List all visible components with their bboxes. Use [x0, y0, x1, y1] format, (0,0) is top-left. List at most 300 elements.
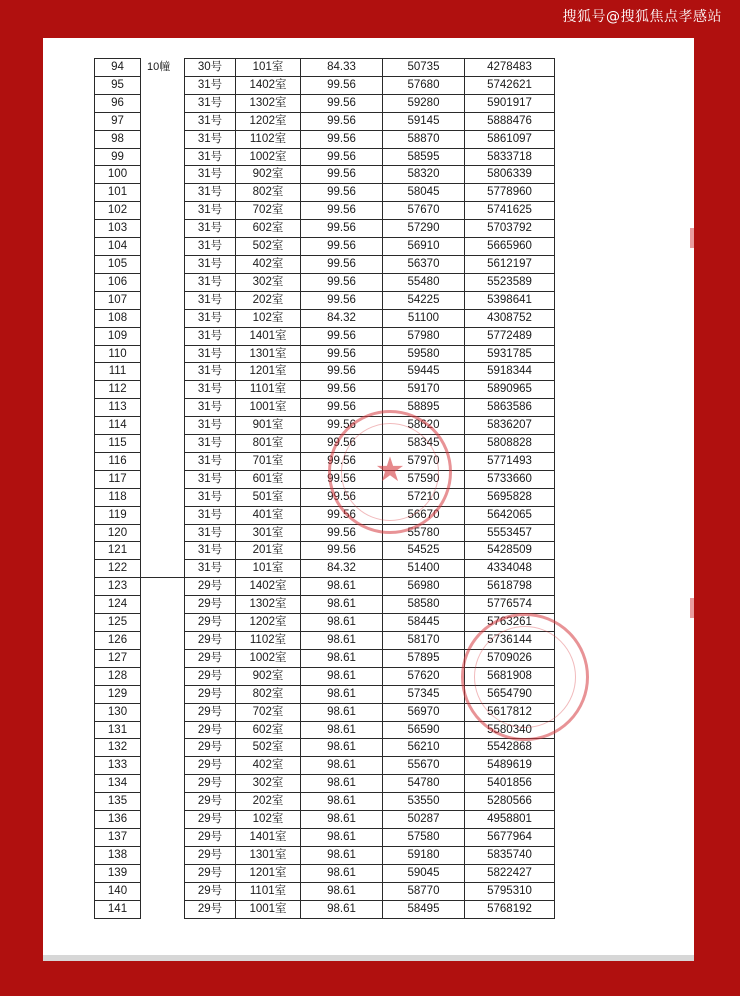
- table-row: [95, 882, 555, 900]
- total_price-cell: 5398641: [465, 291, 555, 309]
- unit-cell: 31号: [185, 363, 236, 381]
- total_price-cell: 5489619: [465, 757, 555, 775]
- row-number-cell: 121: [95, 542, 141, 560]
- building-group-cell: [141, 452, 185, 470]
- room-cell: 401室: [236, 506, 301, 524]
- room-cell: 602室: [236, 220, 301, 238]
- building-group-cell: [141, 882, 185, 900]
- unit_price-cell: 51400: [383, 560, 465, 578]
- unit_price-cell: 56970: [383, 703, 465, 721]
- building-group-cell: [141, 649, 185, 667]
- total_price-cell: 5736144: [465, 632, 555, 650]
- building-group-cell: [141, 202, 185, 220]
- unit_price-cell: 58320: [383, 166, 465, 184]
- unit_price-cell: 59045: [383, 864, 465, 882]
- unit-cell: 29号: [185, 900, 236, 918]
- building-group-cell: [141, 793, 185, 811]
- unit-cell: 29号: [185, 703, 236, 721]
- row-number-cell: 129: [95, 685, 141, 703]
- room-cell: 1302室: [236, 596, 301, 614]
- unit_price-cell: 58620: [383, 417, 465, 435]
- row-number-cell: 100: [95, 166, 141, 184]
- building-group-cell: [141, 506, 185, 524]
- total_price-cell: 5808828: [465, 435, 555, 453]
- unit_price-cell: 55780: [383, 524, 465, 542]
- room-cell: 102室: [236, 811, 301, 829]
- unit-cell: 31号: [185, 399, 236, 417]
- total_price-cell: 5890965: [465, 381, 555, 399]
- table-row: [95, 721, 555, 739]
- row-number-cell: 103: [95, 220, 141, 238]
- total_price-cell: 4278483: [465, 59, 555, 77]
- total_price-cell: 4958801: [465, 811, 555, 829]
- room-cell: 1101室: [236, 381, 301, 399]
- row-number-cell: 138: [95, 846, 141, 864]
- area-cell: 98.61: [301, 864, 383, 882]
- row-number-cell: 117: [95, 470, 141, 488]
- area-cell: 98.61: [301, 811, 383, 829]
- row-number-cell: 131: [95, 721, 141, 739]
- total_price-cell: 5888476: [465, 112, 555, 130]
- room-cell: 701室: [236, 452, 301, 470]
- unit_price-cell: 54780: [383, 775, 465, 793]
- total_price-cell: 5642065: [465, 506, 555, 524]
- area-cell: 99.56: [301, 345, 383, 363]
- unit-cell: 31号: [185, 273, 236, 291]
- area-cell: 99.56: [301, 166, 383, 184]
- unit-cell: 31号: [185, 470, 236, 488]
- building-group-cell: [141, 524, 185, 542]
- unit_price-cell: 54225: [383, 291, 465, 309]
- row-number-cell: 98: [95, 130, 141, 148]
- area-cell: 99.56: [301, 148, 383, 166]
- row-number-cell: 104: [95, 238, 141, 256]
- total_price-cell: 5833718: [465, 148, 555, 166]
- unit_price-cell: 58495: [383, 900, 465, 918]
- building-group-cell: [141, 470, 185, 488]
- table-row: [95, 309, 555, 327]
- room-cell: 101室: [236, 59, 301, 77]
- table-row: [95, 596, 555, 614]
- area-cell: 98.61: [301, 685, 383, 703]
- unit-cell: 29号: [185, 757, 236, 775]
- table-row: [95, 184, 555, 202]
- building-group-cell: [141, 76, 185, 94]
- row-number-cell: 134: [95, 775, 141, 793]
- total_price-cell: 5772489: [465, 327, 555, 345]
- unit-cell: 31号: [185, 488, 236, 506]
- unit_price-cell: 57970: [383, 452, 465, 470]
- unit_price-cell: 50735: [383, 59, 465, 77]
- table-row: [95, 703, 555, 721]
- unit_price-cell: 58170: [383, 632, 465, 650]
- building-group-cell: [141, 273, 185, 291]
- building-group-cell: [141, 345, 185, 363]
- total_price-cell: 5741625: [465, 202, 555, 220]
- room-cell: 1301室: [236, 846, 301, 864]
- area-cell: 99.56: [301, 381, 383, 399]
- building-group-cell: [141, 309, 185, 327]
- area-cell: 98.61: [301, 793, 383, 811]
- row-number-cell: 95: [95, 76, 141, 94]
- area-cell: 99.56: [301, 291, 383, 309]
- table-row: [95, 542, 555, 560]
- building-group-cell: [141, 220, 185, 238]
- table-row: [95, 811, 555, 829]
- area-cell: 99.56: [301, 327, 383, 345]
- table-row: [95, 417, 555, 435]
- table-row: [95, 399, 555, 417]
- table-row: [95, 614, 555, 632]
- unit_price-cell: 57895: [383, 649, 465, 667]
- area-cell: 99.56: [301, 470, 383, 488]
- area-cell: 98.61: [301, 649, 383, 667]
- area-cell: 98.61: [301, 614, 383, 632]
- unit_price-cell: 56370: [383, 255, 465, 273]
- room-cell: 1201室: [236, 363, 301, 381]
- table-row: [95, 685, 555, 703]
- unit_price-cell: 56210: [383, 739, 465, 757]
- area-cell: 99.56: [301, 130, 383, 148]
- total_price-cell: 5618798: [465, 578, 555, 596]
- table-row: [95, 76, 555, 94]
- row-number-cell: 139: [95, 864, 141, 882]
- room-cell: 1202室: [236, 614, 301, 632]
- unit-cell: 29号: [185, 632, 236, 650]
- table-row: [95, 864, 555, 882]
- room-cell: 1001室: [236, 900, 301, 918]
- room-cell: 1102室: [236, 632, 301, 650]
- unit_price-cell: 59170: [383, 381, 465, 399]
- unit_price-cell: 59180: [383, 846, 465, 864]
- building-group-cell: [141, 846, 185, 864]
- room-cell: 101室: [236, 560, 301, 578]
- unit_price-cell: 58770: [383, 882, 465, 900]
- table-row: [95, 112, 555, 130]
- total_price-cell: 5768192: [465, 900, 555, 918]
- total_price-cell: 5523589: [465, 273, 555, 291]
- row-number-cell: 108: [95, 309, 141, 327]
- area-cell: 99.56: [301, 184, 383, 202]
- row-number-cell: 112: [95, 381, 141, 399]
- table-row: [95, 327, 555, 345]
- room-cell: 901室: [236, 417, 301, 435]
- unit_price-cell: 54525: [383, 542, 465, 560]
- room-cell: 102室: [236, 309, 301, 327]
- area-cell: 99.56: [301, 452, 383, 470]
- row-number-cell: 113: [95, 399, 141, 417]
- building-group-cell: [141, 327, 185, 345]
- unit-cell: 31号: [185, 452, 236, 470]
- row-number-cell: 114: [95, 417, 141, 435]
- unit-cell: 31号: [185, 94, 236, 112]
- row-number-cell: 115: [95, 435, 141, 453]
- row-number-cell: 96: [95, 94, 141, 112]
- building-group-cell: [141, 578, 185, 596]
- total_price-cell: 5703792: [465, 220, 555, 238]
- total_price-cell: 5861097: [465, 130, 555, 148]
- unit-cell: 31号: [185, 435, 236, 453]
- room-cell: 1302室: [236, 94, 301, 112]
- unit_price-cell: 56670: [383, 506, 465, 524]
- area-cell: 98.61: [301, 882, 383, 900]
- area-cell: 98.61: [301, 775, 383, 793]
- unit-cell: 31号: [185, 220, 236, 238]
- total_price-cell: 5901917: [465, 94, 555, 112]
- row-number-cell: 120: [95, 524, 141, 542]
- unit-cell: 31号: [185, 524, 236, 542]
- area-cell: 99.56: [301, 542, 383, 560]
- building-group-cell: [141, 739, 185, 757]
- unit-cell: 31号: [185, 506, 236, 524]
- table-row: [95, 828, 555, 846]
- document-page: [43, 38, 694, 958]
- room-cell: 302室: [236, 775, 301, 793]
- table-row: [95, 435, 555, 453]
- table-row: [95, 273, 555, 291]
- area-cell: 99.56: [301, 435, 383, 453]
- room-cell: 602室: [236, 721, 301, 739]
- building-group-cell: [141, 560, 185, 578]
- total_price-cell: 5654790: [465, 685, 555, 703]
- area-cell: 98.61: [301, 596, 383, 614]
- room-cell: 201室: [236, 542, 301, 560]
- unit-cell: 31号: [185, 381, 236, 399]
- table-row: [95, 757, 555, 775]
- seal-edge-mark: [690, 228, 694, 248]
- row-number-cell: 130: [95, 703, 141, 721]
- unit-cell: 31号: [185, 76, 236, 94]
- unit_price-cell: 50287: [383, 811, 465, 829]
- unit_price-cell: 56910: [383, 238, 465, 256]
- unit_price-cell: 51100: [383, 309, 465, 327]
- row-number-cell: 110: [95, 345, 141, 363]
- total_price-cell: 5681908: [465, 667, 555, 685]
- room-cell: 301室: [236, 524, 301, 542]
- row-number-cell: 118: [95, 488, 141, 506]
- building-group-cell: [141, 614, 185, 632]
- total_price-cell: 5542868: [465, 739, 555, 757]
- unit-cell: 31号: [185, 417, 236, 435]
- table-row: [95, 506, 555, 524]
- room-cell: 1002室: [236, 649, 301, 667]
- building-group-cell: [141, 542, 185, 560]
- table-row: [95, 59, 555, 77]
- row-number-cell: 133: [95, 757, 141, 775]
- unit-cell: 31号: [185, 112, 236, 130]
- building-group-cell: [141, 864, 185, 882]
- building-group-cell: [141, 721, 185, 739]
- total_price-cell: 5553457: [465, 524, 555, 542]
- total_price-cell: 5763261: [465, 614, 555, 632]
- area-cell: 98.61: [301, 846, 383, 864]
- building-group-cell: [141, 94, 185, 112]
- unit_price-cell: 57620: [383, 667, 465, 685]
- row-number-cell: 119: [95, 506, 141, 524]
- table-row: [95, 202, 555, 220]
- row-number-cell: 137: [95, 828, 141, 846]
- unit-cell: 31号: [185, 148, 236, 166]
- area-cell: 99.56: [301, 238, 383, 256]
- unit_price-cell: 57580: [383, 828, 465, 846]
- total_price-cell: 5665960: [465, 238, 555, 256]
- area-cell: 98.61: [301, 828, 383, 846]
- row-number-cell: 102: [95, 202, 141, 220]
- building-group-cell: [141, 900, 185, 918]
- total_price-cell: 5806339: [465, 166, 555, 184]
- room-cell: 1301室: [236, 345, 301, 363]
- room-cell: 1402室: [236, 76, 301, 94]
- unit_price-cell: 57680: [383, 76, 465, 94]
- total_price-cell: 5835740: [465, 846, 555, 864]
- row-number-cell: 136: [95, 811, 141, 829]
- area-cell: 98.61: [301, 667, 383, 685]
- total_price-cell: 5733660: [465, 470, 555, 488]
- unit-cell: 29号: [185, 649, 236, 667]
- total_price-cell: 5677964: [465, 828, 555, 846]
- total_price-cell: 5795310: [465, 882, 555, 900]
- room-cell: 902室: [236, 667, 301, 685]
- unit-cell: 29号: [185, 864, 236, 882]
- unit-cell: 29号: [185, 614, 236, 632]
- area-cell: 98.61: [301, 578, 383, 596]
- unit_price-cell: 58445: [383, 614, 465, 632]
- room-cell: 1001室: [236, 399, 301, 417]
- table-row: [95, 345, 555, 363]
- area-cell: 99.56: [301, 220, 383, 238]
- room-cell: 1002室: [236, 148, 301, 166]
- official-seal: ★: [328, 410, 452, 534]
- area-cell: 99.56: [301, 255, 383, 273]
- unit_price-cell: 56980: [383, 578, 465, 596]
- total_price-cell: 5428509: [465, 542, 555, 560]
- building-group-cell: [141, 363, 185, 381]
- row-number-cell: 124: [95, 596, 141, 614]
- unit_price-cell: 57590: [383, 470, 465, 488]
- total_price-cell: 4308752: [465, 309, 555, 327]
- unit_price-cell: 57980: [383, 327, 465, 345]
- total_price-cell: 5280566: [465, 793, 555, 811]
- area-cell: 99.56: [301, 399, 383, 417]
- table-row: [95, 667, 555, 685]
- table-row: [95, 488, 555, 506]
- table-row: [95, 452, 555, 470]
- row-number-cell: 109: [95, 327, 141, 345]
- unit-cell: 31号: [185, 130, 236, 148]
- area-cell: 99.56: [301, 76, 383, 94]
- unit-cell: 29号: [185, 721, 236, 739]
- total_price-cell: 5742621: [465, 76, 555, 94]
- building-group-cell: [141, 811, 185, 829]
- total_price-cell: 5863586: [465, 399, 555, 417]
- area-cell: 98.61: [301, 632, 383, 650]
- table-row: [95, 238, 555, 256]
- table-row: [95, 793, 555, 811]
- room-cell: 1201室: [236, 864, 301, 882]
- unit_price-cell: 55670: [383, 757, 465, 775]
- building-group-cell: [141, 166, 185, 184]
- area-cell: 99.56: [301, 202, 383, 220]
- unit_price-cell: 57210: [383, 488, 465, 506]
- area-cell: 84.33: [301, 59, 383, 77]
- total_price-cell: 5836207: [465, 417, 555, 435]
- building-group-cell: [141, 685, 185, 703]
- building-group-cell: [141, 828, 185, 846]
- unit-cell: 30号: [185, 59, 236, 77]
- row-number-cell: 135: [95, 793, 141, 811]
- unit-cell: 29号: [185, 828, 236, 846]
- room-cell: 802室: [236, 184, 301, 202]
- building-group-cell: [141, 775, 185, 793]
- area-cell: 99.56: [301, 488, 383, 506]
- unit_price-cell: 58580: [383, 596, 465, 614]
- area-cell: 84.32: [301, 560, 383, 578]
- total_price-cell: 5931785: [465, 345, 555, 363]
- room-cell: 501室: [236, 488, 301, 506]
- total_price-cell: 5709026: [465, 649, 555, 667]
- unit_price-cell: 58045: [383, 184, 465, 202]
- total_price-cell: 5612197: [465, 255, 555, 273]
- table-row: [95, 220, 555, 238]
- unit_price-cell: 59280: [383, 94, 465, 112]
- unit-cell: 31号: [185, 291, 236, 309]
- unit_price-cell: 53550: [383, 793, 465, 811]
- unit_price-cell: 59145: [383, 112, 465, 130]
- row-number-cell: 122: [95, 560, 141, 578]
- unit-cell: 31号: [185, 184, 236, 202]
- area-cell: 98.61: [301, 757, 383, 775]
- room-cell: 502室: [236, 238, 301, 256]
- unit-cell: 31号: [185, 202, 236, 220]
- total_price-cell: 5771493: [465, 452, 555, 470]
- total_price-cell: 5776574: [465, 596, 555, 614]
- building-group-cell: [141, 238, 185, 256]
- room-cell: 402室: [236, 757, 301, 775]
- building-group-cell: [141, 148, 185, 166]
- unit_price-cell: 58870: [383, 130, 465, 148]
- unit-cell: 31号: [185, 560, 236, 578]
- table-row: [95, 632, 555, 650]
- room-cell: 802室: [236, 685, 301, 703]
- total_price-cell: 5617812: [465, 703, 555, 721]
- row-number-cell: 97: [95, 112, 141, 130]
- unit-cell: 29号: [185, 811, 236, 829]
- room-cell: 1202室: [236, 112, 301, 130]
- unit-cell: 29号: [185, 596, 236, 614]
- row-number-cell: 94: [95, 59, 141, 77]
- area-cell: 99.56: [301, 506, 383, 524]
- unit_price-cell: 57670: [383, 202, 465, 220]
- total_price-cell: 5401856: [465, 775, 555, 793]
- building-group-cell: [141, 703, 185, 721]
- table-body: [95, 59, 555, 919]
- table-row: [95, 130, 555, 148]
- row-number-cell: 140: [95, 882, 141, 900]
- table-row: [95, 560, 555, 578]
- area-cell: 99.56: [301, 112, 383, 130]
- room-cell: 502室: [236, 739, 301, 757]
- room-cell: 1401室: [236, 327, 301, 345]
- unit-cell: 29号: [185, 685, 236, 703]
- building-group-cell: [141, 291, 185, 309]
- table-row: [95, 470, 555, 488]
- area-cell: 99.56: [301, 94, 383, 112]
- building-group-cell: [141, 667, 185, 685]
- seal-edge-mark: [690, 598, 694, 618]
- row-number-cell: 106: [95, 273, 141, 291]
- row-number-cell: 116: [95, 452, 141, 470]
- area-cell: 84.32: [301, 309, 383, 327]
